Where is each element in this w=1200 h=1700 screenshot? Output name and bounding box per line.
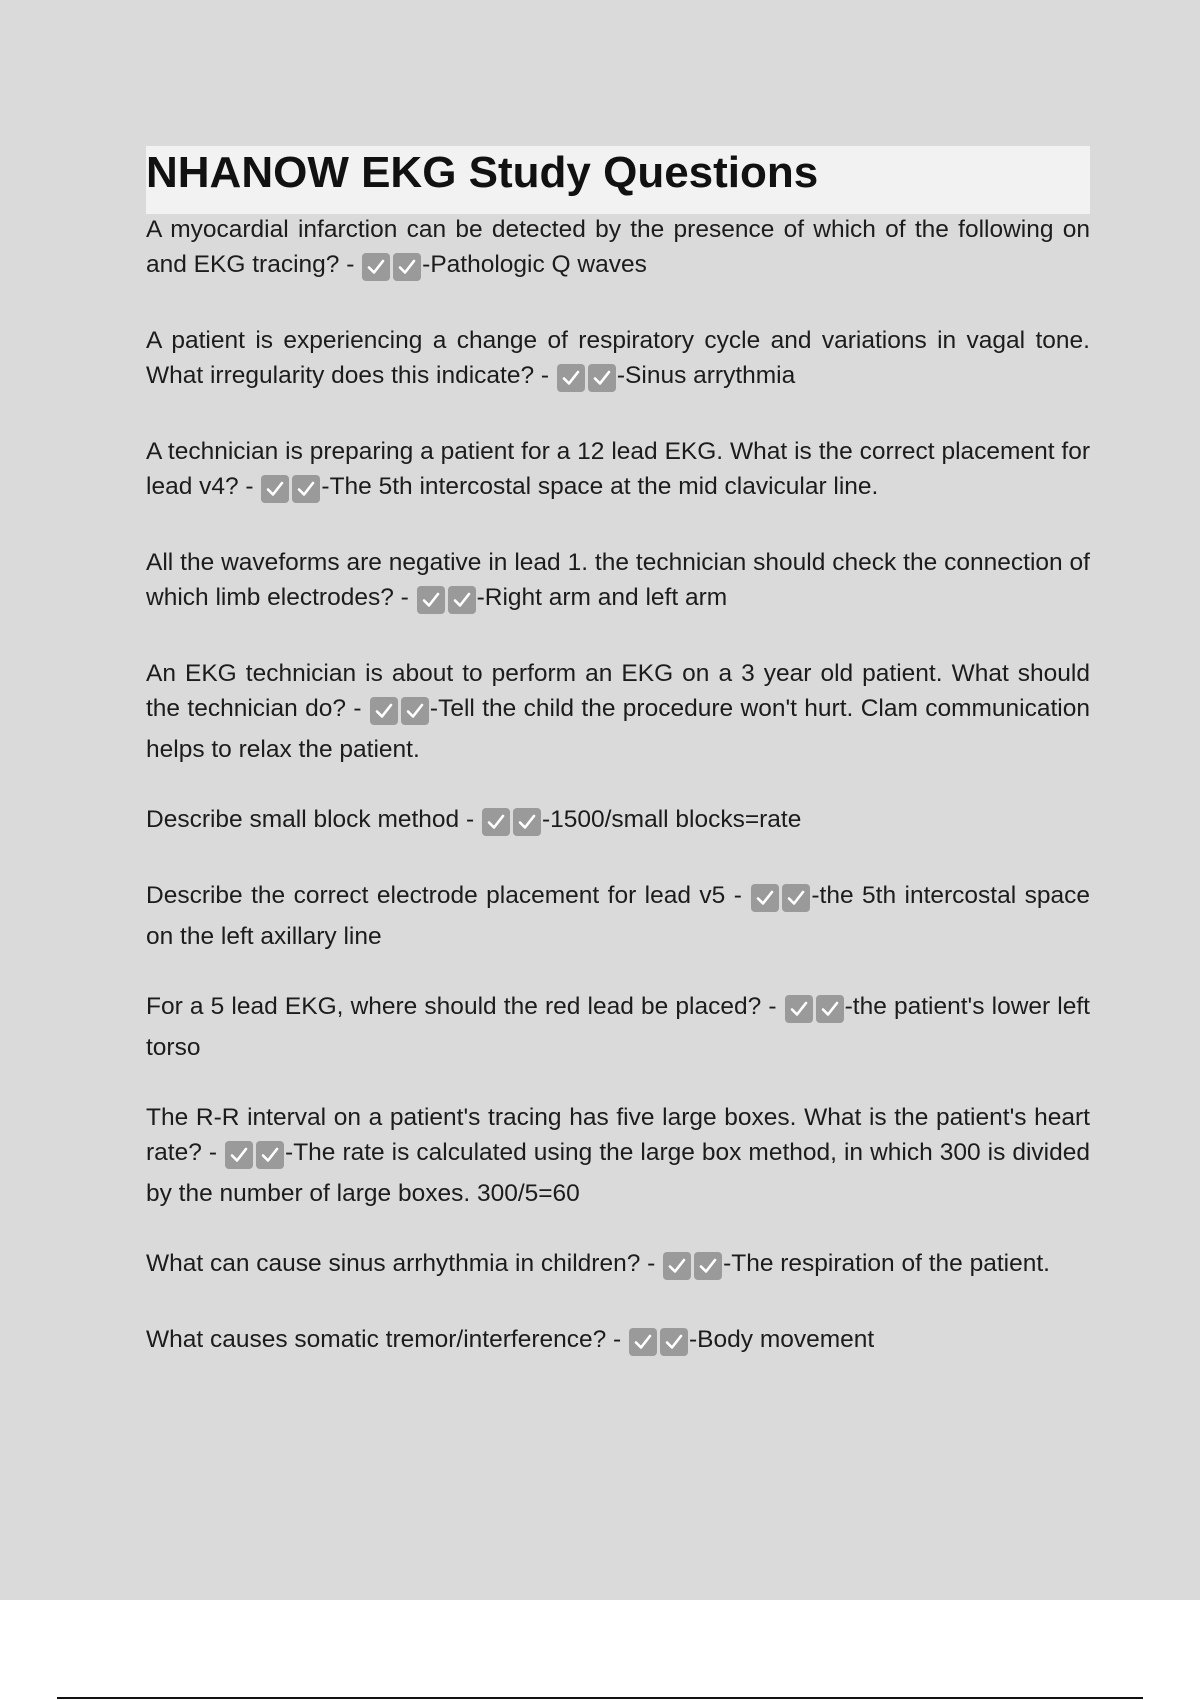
question-text: A myocardial infarction can be detected by the presence of which of the following on and EKG tracing? - [146, 216, 1090, 278]
answer-text: -the patient's lower left torso [146, 993, 1090, 1061]
check-mark-icon [751, 884, 779, 912]
answer-marker [629, 1328, 688, 1363]
question-text: What causes somatic tremor/interference? - [146, 1326, 629, 1353]
question-item [146, 212, 1090, 288]
answer-marker [261, 475, 320, 510]
question-text: Describe small block method - [146, 806, 481, 833]
answer-marker [557, 364, 616, 399]
question-text: A technician is preparing a patient for a 12 lead EKG. What is the correct placement for lead v4? - [146, 438, 1090, 500]
footer-divider [57, 1697, 1143, 1699]
check-mark-icon [482, 808, 510, 836]
question-item [146, 323, 1090, 399]
question-item [146, 802, 1090, 843]
answer-text: -The respiration of the patient. [723, 1250, 1050, 1277]
check-mark-icon [261, 475, 289, 503]
check-mark-icon [782, 884, 810, 912]
check-mark-icon [694, 1252, 722, 1280]
check-mark-icon [663, 1252, 691, 1280]
answer-marker [785, 995, 844, 1030]
answer-marker [370, 697, 429, 732]
answer-marker [751, 884, 810, 919]
answer-text: -the 5th intercostal space on the left axillary line [146, 882, 1090, 950]
question-item [146, 989, 1090, 1065]
question-item [146, 545, 1090, 621]
question-item [146, 1100, 1090, 1211]
question-item [146, 1322, 1090, 1363]
question-text: All the waveforms are negative in lead 1. the technician should check the connection of which limb electrodes? - [146, 549, 1090, 611]
question-item [146, 656, 1090, 767]
question-item [146, 1246, 1090, 1287]
answer-text: -Pathologic Q waves [422, 251, 647, 278]
check-mark-icon [401, 697, 429, 725]
answer-text: -1500/small blocks=rate [541, 806, 802, 833]
check-mark-icon [256, 1141, 284, 1169]
check-mark-icon [629, 1328, 657, 1356]
answer-text: -The 5th intercostal space at the mid clavicular line. [321, 473, 879, 500]
check-mark-icon [225, 1141, 253, 1169]
check-mark-icon [785, 995, 813, 1023]
check-mark-icon [362, 253, 390, 281]
check-mark-icon [370, 697, 398, 725]
page-title: NHANOW EKG Study Questions [146, 148, 819, 197]
question-text: An EKG technician is about to perform an EKG on a 3 year old patient. What should the technician do? - [146, 660, 1090, 722]
answer-text: -Tell the child the procedure won't hurt. Clam communication helps to relax the patient. [146, 695, 1090, 763]
check-mark-icon [816, 995, 844, 1023]
check-mark-icon [292, 475, 320, 503]
check-mark-icon [557, 364, 585, 392]
question-text: For a 5 lead EKG, where should the red lead be placed? - [146, 993, 784, 1020]
question-text: Describe the correct electrode placement for lead v5 - [146, 882, 751, 909]
answer-text: -Sinus arrythmia [616, 362, 796, 389]
answer-text: -Body movement [689, 1326, 875, 1353]
question-item [146, 878, 1090, 954]
check-mark-icon [588, 364, 616, 392]
check-mark-icon [513, 808, 541, 836]
answer-marker [225, 1141, 284, 1176]
question-item [146, 434, 1090, 510]
question-list [146, 212, 1090, 1398]
answer-marker [417, 586, 476, 621]
answer-text: -Right arm and left arm [476, 584, 728, 611]
check-mark-icon [448, 586, 476, 614]
answer-marker [482, 808, 541, 843]
answer-marker [663, 1252, 722, 1287]
check-mark-icon [393, 253, 421, 281]
answer-marker [362, 253, 421, 288]
question-text: What can cause sinus arrhythmia in children? - [146, 1250, 663, 1277]
question-text: A patient is experiencing a change of respiratory cycle and variations in vagal tone. What irregularity does this indicate? - [146, 327, 1090, 389]
question-text: The R-R interval on a patient's tracing has five large boxes. What is the patient's heart rate? - [146, 1104, 1090, 1166]
answer-text: -The rate is calculated using the large box method, in which 300 is divided by the number of large boxes. 300/5=60 [146, 1139, 1090, 1207]
check-mark-icon [417, 586, 445, 614]
check-mark-icon [660, 1328, 688, 1356]
